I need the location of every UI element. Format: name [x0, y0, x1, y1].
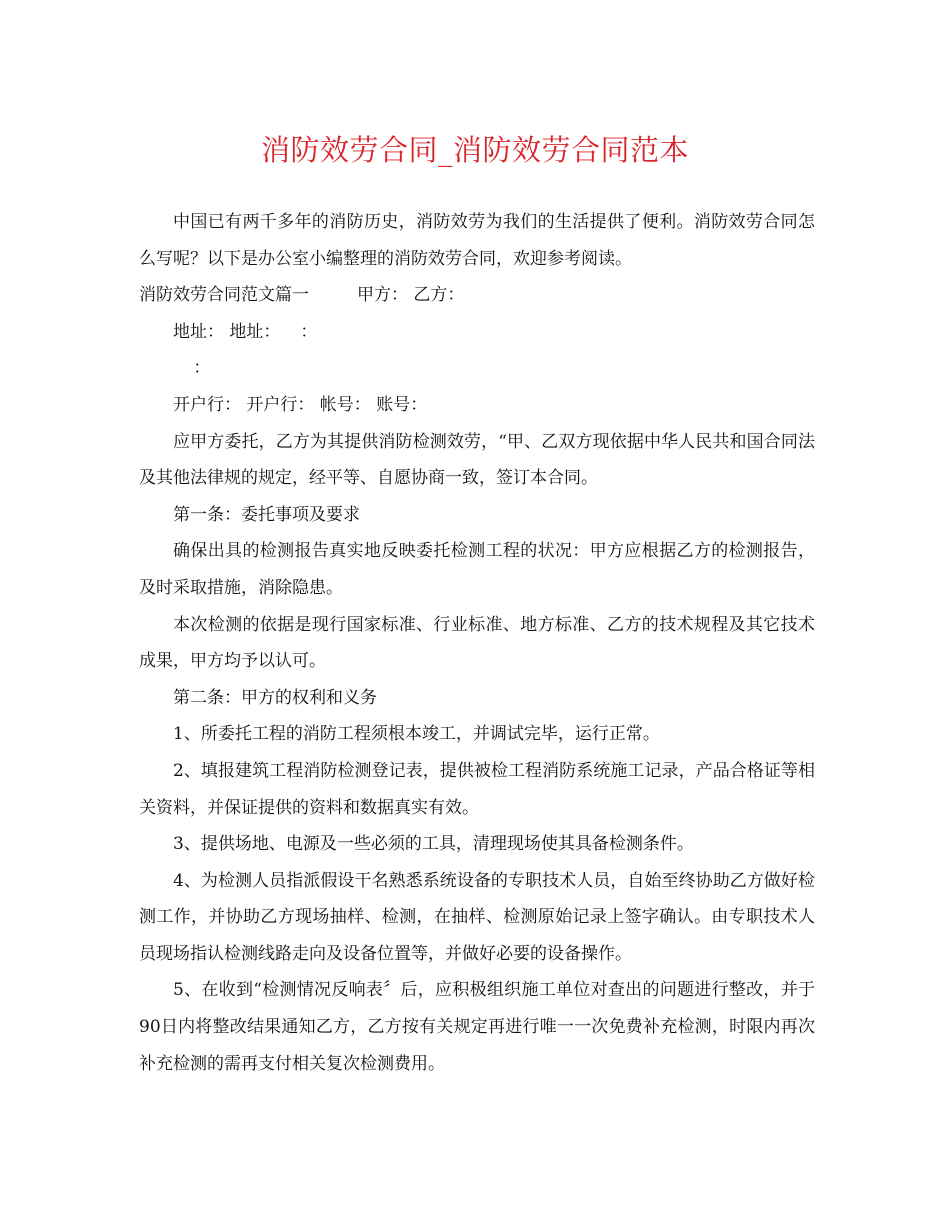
party-a-label: 甲方：	[357, 285, 408, 306]
article-2-item-4: 4、为检测人员指派假设干名熟悉系统设备的专职技术人员，自始至终协助乙方做好检测工作，并协助乙方现场抽样、检测，在抽样、检测原始记录上签字确认。由专职技术人员现场指认检测线路走向及设备位置等，并做好必要的设备操作。	[139, 870, 815, 964]
bank-line: 开户行： 开户行： 帐号： 账号：	[173, 394, 428, 415]
sample-heading: 消防效劳合同范文篇一	[139, 285, 309, 306]
address-line	[139, 314, 815, 351]
article-2-title: 第二条：甲方的权利和义务	[173, 687, 377, 708]
article-2-item-1: 1、所委托工程的消防工程须根本竣工，并调试完毕，运行正常。	[173, 724, 660, 745]
document-title: 消防效劳合同_消防效劳合同范本	[260, 133, 689, 167]
address-b-label: 地址：	[229, 321, 281, 342]
article-1-title: 第一条：委托事项及要求	[173, 504, 360, 525]
stray-colon-1: ：	[300, 321, 318, 342]
stray-colon-2: ：	[193, 358, 211, 379]
stray-colon-line	[139, 350, 815, 387]
article-1-paragraph-2: 本次检测的依据是现行国家标准、行业标准、地方标准、乙方的技术规程及其它技术成果，甲方均予以认可。	[139, 614, 815, 672]
article-2-item-3: 3、提供场地、电源及一些必须的工具，清理现场使其具备检测条件。	[173, 834, 694, 855]
address-a-label: 地址：	[173, 321, 224, 342]
article-1-paragraph-1: 确保出具的检测报告真实地反映委托检测工程的状况：甲方应根据乙方的检测报告，及时采取措施，消除隐患。	[139, 541, 815, 598]
document-body	[139, 204, 815, 1082]
preamble-paragraph: 应甲方委托，乙方为其提供消防检测效劳，“甲、乙双方现依据中华人民共和国合同法及其他法律规的规定，经平等、自愿协商一致，签订本合同。	[139, 431, 815, 489]
article-2-item-2: 2、填报建筑工程消防检测登记表，提供被检工程消防系统施工记录，产品合格证等相关资料，并保证提供的资料和数据真实有效。	[139, 760, 815, 818]
article-2-item-5: 5、在收到“检测情况反响表〞后，应积极组织施工单位对查出的问题进行整改，并于90日内将整改结果通知乙方，乙方按有关规定再进行唯一一次免费补充检测，时限内再次补充检测的需再支付相关复次检测费用。	[139, 980, 815, 1074]
sample-heading-line	[139, 277, 815, 314]
intro-paragraph: 中国已有两千多年的消防历史，消防效劳为我们的生活提供了便利。消防效劳合同怎么写呢？以下是办公室小编整理的消防效劳合同，欢迎参考阅读。	[139, 212, 815, 269]
party-b-label: 乙方：	[413, 285, 465, 306]
